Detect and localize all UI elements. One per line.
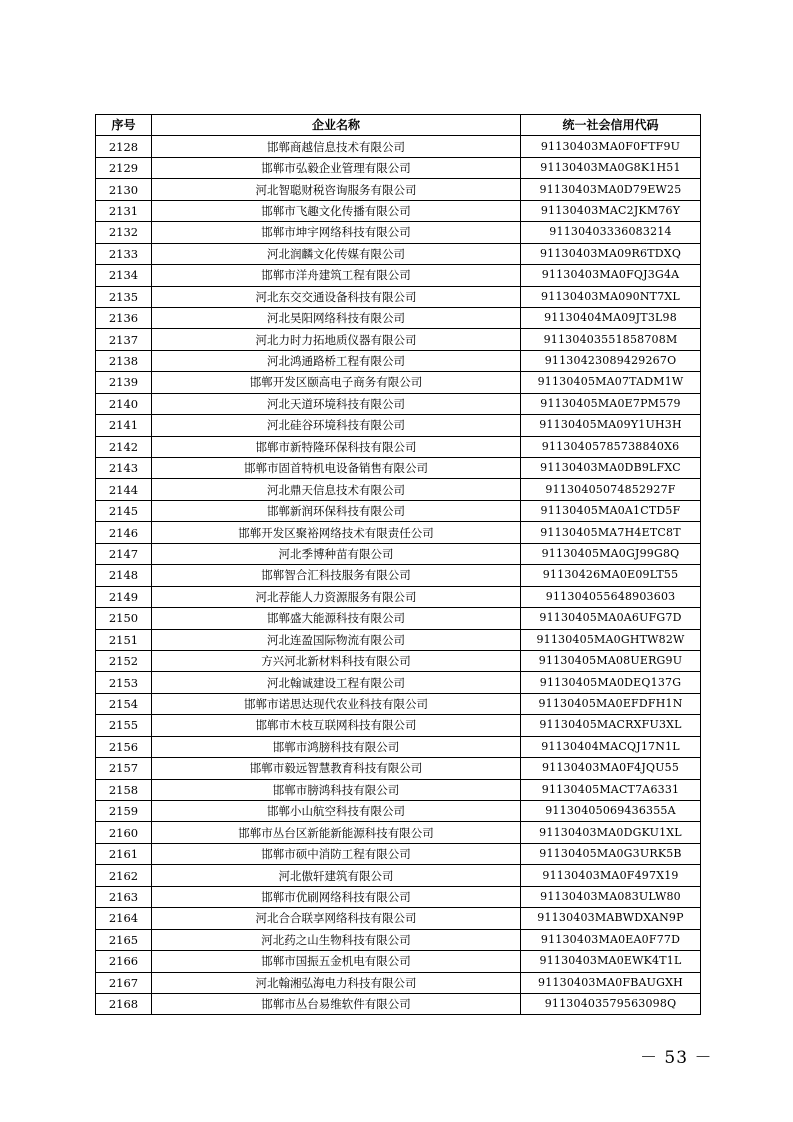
serial-number-cell: 2160 [96, 822, 152, 843]
company-name-cell: 方兴河北新材料科技有限公司 [152, 650, 521, 671]
table-row [96, 415, 701, 436]
serial-number-cell: 2132 [96, 222, 152, 243]
table-row [96, 650, 701, 671]
header-credit-code: 统一社会信用代码 [521, 115, 701, 136]
serial-number-cell: 2153 [96, 672, 152, 693]
serial-number-cell: 2140 [96, 393, 152, 414]
serial-number-cell: 2146 [96, 522, 152, 543]
table-row [96, 693, 701, 714]
serial-number-cell: 2139 [96, 372, 152, 393]
table-row [96, 393, 701, 414]
serial-number-cell: 2135 [96, 286, 152, 307]
table-row [96, 243, 701, 264]
company-name-cell: 邯郸市坤宇网络科技有限公司 [152, 222, 521, 243]
company-name-cell: 邯郸新润环保科技有限公司 [152, 500, 521, 521]
serial-number-cell: 2165 [96, 929, 152, 950]
company-name-cell: 邯郸商越信息技术有限公司 [152, 136, 521, 157]
credit-code-cell: 91130403MA090NT7XL [521, 286, 701, 307]
serial-number-cell: 2143 [96, 458, 152, 479]
table-row [96, 136, 701, 157]
company-name-cell: 邯郸市洋舟建筑工程有限公司 [152, 265, 521, 286]
company-name-cell: 邯郸市丛台区新能新能源科技有限公司 [152, 822, 521, 843]
company-name-cell: 邯郸开发区聚裕网络技术有限责任公司 [152, 522, 521, 543]
serial-number-cell: 2137 [96, 329, 152, 350]
table-row [96, 265, 701, 286]
table-body [96, 136, 701, 1015]
serial-number-cell: 2134 [96, 265, 152, 286]
credit-code-cell: 91130405MA0GJ99G8Q [521, 543, 701, 564]
serial-number-cell: 2162 [96, 865, 152, 886]
serial-number-cell: 2151 [96, 629, 152, 650]
credit-code-cell: 91130403579563098Q [521, 993, 701, 1014]
company-name-cell: 河北药之山生物科技有限公司 [152, 929, 521, 950]
credit-code-cell: 91130405MACRXFU3XL [521, 715, 701, 736]
company-name-cell: 河北荐能人力资源服务有限公司 [152, 586, 521, 607]
table-row [96, 372, 701, 393]
company-name-cell: 邯郸市弘毅企业管理有限公司 [152, 157, 521, 178]
serial-number-cell: 2159 [96, 801, 152, 822]
serial-number-cell: 2128 [96, 136, 152, 157]
table-row [96, 200, 701, 221]
credit-code-cell: 91130403MA0F497X19 [521, 865, 701, 886]
serial-number-cell: 2156 [96, 736, 152, 757]
enterprise-table [95, 114, 701, 1015]
company-name-cell: 河北天道环境科技有限公司 [152, 393, 521, 414]
credit-code-cell: 91130405MA0G3URK5B [521, 843, 701, 864]
company-name-cell: 邯郸市毅远智慧教育科技有限公司 [152, 758, 521, 779]
serial-number-cell: 2144 [96, 479, 152, 500]
serial-number-cell: 2145 [96, 500, 152, 521]
table-row [96, 629, 701, 650]
company-name-cell: 河北硅谷环境科技有限公司 [152, 415, 521, 436]
company-name-cell: 河北力时力拓地质仪器有限公司 [152, 329, 521, 350]
company-name-cell: 邯郸市丛台易维软件有限公司 [152, 993, 521, 1014]
credit-code-cell: 91130405MA0EFDFH1N [521, 693, 701, 714]
header-serial-number: 序号 [96, 115, 152, 136]
page-number: － 53 － [640, 1048, 713, 1068]
company-name-cell: 邯郸市国振五金机电有限公司 [152, 951, 521, 972]
table-row [96, 993, 701, 1014]
credit-code-cell: 91130404MA09JT3L98 [521, 307, 701, 328]
credit-code-cell: 91130405074852927F [521, 479, 701, 500]
company-name-cell: 邯郸市固首特机电设备销售有限公司 [152, 458, 521, 479]
table-row [96, 458, 701, 479]
serial-number-cell: 2166 [96, 951, 152, 972]
credit-code-cell: 91130423089429267O [521, 350, 701, 371]
credit-code-cell: 91130403551858708M [521, 329, 701, 350]
serial-number-cell: 2148 [96, 565, 152, 586]
company-name-cell: 河北傲轩建筑有限公司 [152, 865, 521, 886]
table-row [96, 608, 701, 629]
table-row [96, 436, 701, 457]
table-row [96, 715, 701, 736]
table-row [96, 329, 701, 350]
company-name-cell: 邯郸盛大能源科技有限公司 [152, 608, 521, 629]
table-row [96, 286, 701, 307]
credit-code-cell: 91130405MA0E7PM579 [521, 393, 701, 414]
credit-code-cell: 91130405MACT7A6331 [521, 779, 701, 800]
credit-code-cell: 91130403MA0EA0F77D [521, 929, 701, 950]
serial-number-cell: 2154 [96, 693, 152, 714]
table-row [96, 758, 701, 779]
company-name-cell: 邯郸市木枝互联网科技有限公司 [152, 715, 521, 736]
table-row [96, 586, 701, 607]
company-name-cell: 邯郸市新特隆环保科技有限公司 [152, 436, 521, 457]
credit-code-cell: 91130405MA0A6UFG7D [521, 608, 701, 629]
serial-number-cell: 2164 [96, 908, 152, 929]
credit-code-cell: 91130405MA09Y1UH3H [521, 415, 701, 436]
credit-code-cell: 91130403MA0F0FTF9U [521, 136, 701, 157]
table-row [96, 522, 701, 543]
serial-number-cell: 2155 [96, 715, 152, 736]
serial-number-cell: 2136 [96, 307, 152, 328]
table-row [96, 350, 701, 371]
company-name-cell: 河北鼎天信息技术有限公司 [152, 479, 521, 500]
credit-code-cell: 91130405MA0DEQ137G [521, 672, 701, 693]
company-name-cell: 邯郸开发区颐高电子商务有限公司 [152, 372, 521, 393]
header-company-name: 企业名称 [152, 115, 521, 136]
serial-number-cell: 2133 [96, 243, 152, 264]
credit-code-cell: 91130405069436355A [521, 801, 701, 822]
credit-code-cell: 91130405MA7H4ETC8T [521, 522, 701, 543]
company-name-cell: 河北翰诚建设工程有限公司 [152, 672, 521, 693]
credit-code-cell: 91130403MA0G8K1H51 [521, 157, 701, 178]
serial-number-cell: 2147 [96, 543, 152, 564]
company-name-cell: 河北连盈国际物流有限公司 [152, 629, 521, 650]
company-name-cell: 邯郸市膀鸿科技有限公司 [152, 779, 521, 800]
credit-code-cell: 91130403MA0EWK4T1L [521, 951, 701, 972]
serial-number-cell: 2163 [96, 886, 152, 907]
credit-code-cell: 91130405MA07TADM1W [521, 372, 701, 393]
credit-code-cell: 91130403MA083ULW80 [521, 886, 701, 907]
company-name-cell: 河北翰湘弘海电力科技有限公司 [152, 972, 521, 993]
table-row [96, 929, 701, 950]
credit-code-cell: 91130405564890360З [521, 586, 701, 607]
table-row [96, 500, 701, 521]
serial-number-cell: 2138 [96, 350, 152, 371]
company-name-cell: 邯郸市飞趣文化传播有限公司 [152, 200, 521, 221]
credit-code-cell: 91130403336083214 [521, 222, 701, 243]
credit-code-cell: 91130426MA0E09LT55 [521, 565, 701, 586]
credit-code-cell: 91130403MA0F4JQU55 [521, 758, 701, 779]
company-name-cell: 河北合合联享网络科技有限公司 [152, 908, 521, 929]
table-row [96, 886, 701, 907]
credit-code-cell: 91130403MAC2JKM76Y [521, 200, 701, 221]
table-row [96, 157, 701, 178]
company-name-cell: 邯郸小山航空科技有限公司 [152, 801, 521, 822]
company-name-cell: 邯郸市优刷网络科技有限公司 [152, 886, 521, 907]
serial-number-cell: 2152 [96, 650, 152, 671]
serial-number-cell: 2168 [96, 993, 152, 1014]
credit-code-cell: 91130405785738840X6 [521, 436, 701, 457]
serial-number-cell: 2149 [96, 586, 152, 607]
table-row [96, 565, 701, 586]
table-row [96, 822, 701, 843]
table-row [96, 779, 701, 800]
serial-number-cell: 2141 [96, 415, 152, 436]
table-row [96, 736, 701, 757]
credit-code-cell: 91130403MA0DGKU1XL [521, 822, 701, 843]
company-name-cell: 河北东交交通设备科技有限公司 [152, 286, 521, 307]
company-name-cell: 河北季博种苗有限公司 [152, 543, 521, 564]
table-row [96, 479, 701, 500]
serial-number-cell: 2131 [96, 200, 152, 221]
credit-code-cell: 91130405MA0A1CTD5F [521, 500, 701, 521]
serial-number-cell: 2161 [96, 843, 152, 864]
credit-code-cell: 91130403MA0D79EW25 [521, 179, 701, 200]
company-name-cell: 河北昊阳网络科技有限公司 [152, 307, 521, 328]
serial-number-cell: 2129 [96, 157, 152, 178]
serial-number-cell: 2158 [96, 779, 152, 800]
company-name-cell: 邯郸市诺思达现代农业科技有限公司 [152, 693, 521, 714]
credit-code-cell: 91130405MA08UERG9U [521, 650, 701, 671]
credit-code-cell: 91130403MA09R6TDXQ [521, 243, 701, 264]
table-row [96, 951, 701, 972]
credit-code-cell: 91130403MA0FQJ3G4A [521, 265, 701, 286]
serial-number-cell: 2142 [96, 436, 152, 457]
credit-code-cell: 91130404MACQJ17N1L [521, 736, 701, 757]
table-row [96, 843, 701, 864]
serial-number-cell: 2167 [96, 972, 152, 993]
table-row [96, 179, 701, 200]
table-row [96, 672, 701, 693]
table-row [96, 543, 701, 564]
table-row [96, 801, 701, 822]
credit-code-cell: 91130403MA0FBAUGXH [521, 972, 701, 993]
credit-code-cell: 91130403MABWDXAN9P [521, 908, 701, 929]
table-header-row [96, 115, 701, 136]
table-row [96, 908, 701, 929]
table-row [96, 222, 701, 243]
company-name-cell: 邯郸市鸿膀科技有限公司 [152, 736, 521, 757]
company-name-cell: 河北鸿通路桥工程有限公司 [152, 350, 521, 371]
company-name-cell: 河北智聪财税咨询服务有限公司 [152, 179, 521, 200]
company-name-cell: 邯郸智合汇科技服务有限公司 [152, 565, 521, 586]
serial-number-cell: 2130 [96, 179, 152, 200]
credit-code-cell: 91130405MA0GHTW82W [521, 629, 701, 650]
company-name-cell: 邯郸市硕中消防工程有限公司 [152, 843, 521, 864]
credit-code-cell: 91130403MA0DB9LFXC [521, 458, 701, 479]
company-name-cell: 河北润麟文化传媒有限公司 [152, 243, 521, 264]
table-row [96, 307, 701, 328]
table-row [96, 972, 701, 993]
table-row [96, 865, 701, 886]
serial-number-cell: 2150 [96, 608, 152, 629]
serial-number-cell: 2157 [96, 758, 152, 779]
